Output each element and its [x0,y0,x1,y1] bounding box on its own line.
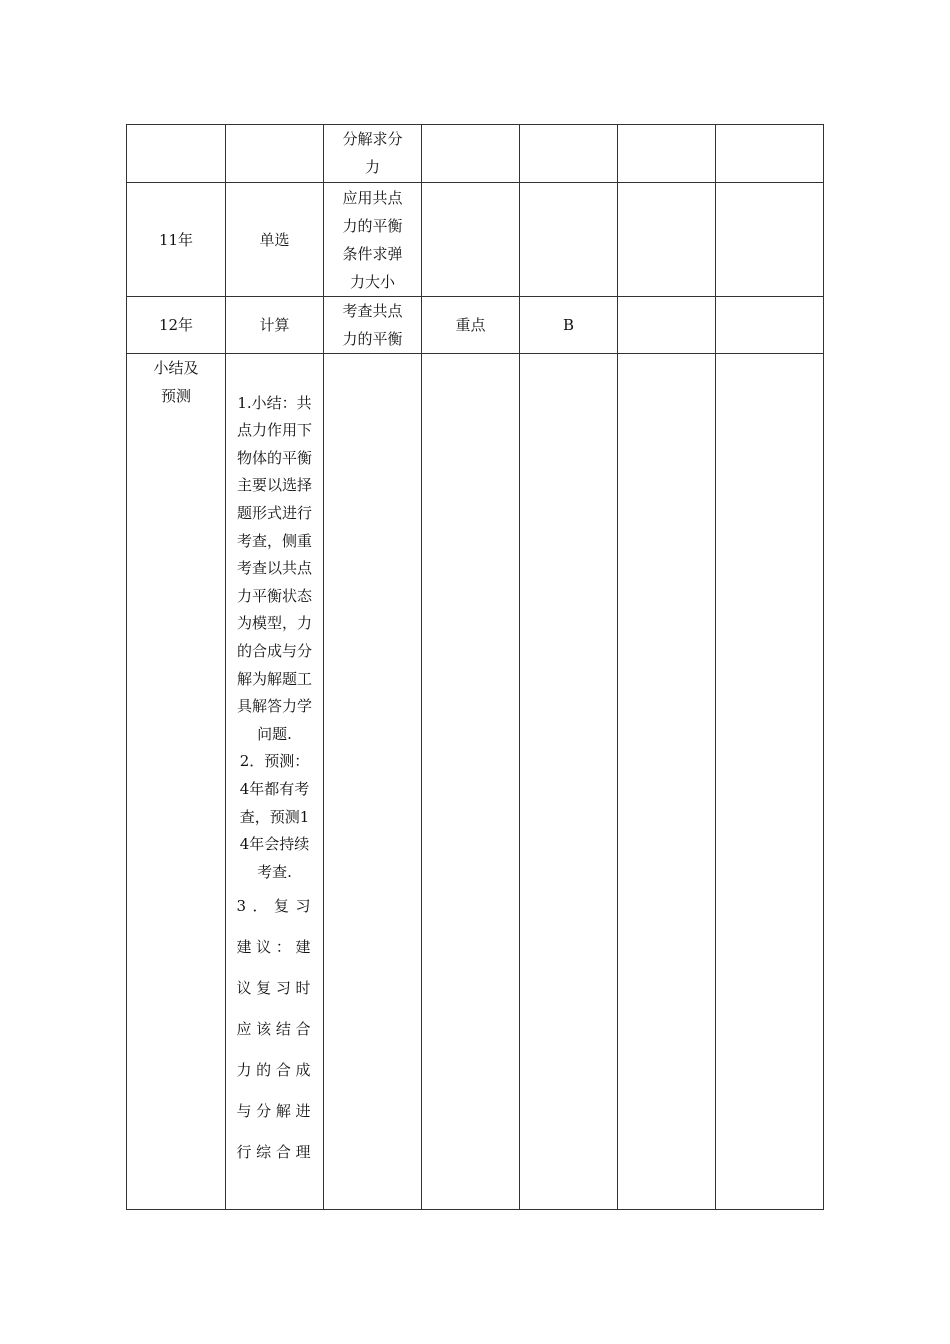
prediction-paragraph: 2．预测：4年都有考查，预测14年会持续考查. [239,752,310,881]
summary-label-cell [127,354,226,1210]
topic-cell [324,183,422,297]
table-row [127,125,824,183]
question-type-cell [226,125,324,183]
empty-cell [520,354,618,1210]
empty-cell [618,183,716,297]
empty-cell [716,125,824,183]
topic-cell [324,125,422,183]
level-cell [422,125,520,183]
summary-text-cell [226,354,324,1210]
question-type-cell: 计算 [226,297,324,354]
empty-cell [618,354,716,1210]
empty-cell [716,354,824,1210]
summary-paragraph: 1.小结：共点力作用下物体的平衡主要以选择题形式进行考查，侧重考查以共点力平衡状态为模型，力的合成与分解为解题工具解答力学问题. [236,393,312,743]
empty-cell [422,354,520,1210]
topic-text: 应用共点力的平衡条件求弹力大小 [342,188,403,291]
empty-cell [716,297,824,354]
empty-cell [324,354,422,1210]
grade-cell: B [520,297,618,354]
topic-text: 分解求分力 [342,130,403,176]
analysis-table [126,124,824,1210]
level-cell [422,183,520,297]
topic-cell [324,297,422,354]
suggestion-paragraph: 3．复习建议：建议复习时应该结合力的合成与分解进行综合理 [236,897,313,1162]
year-cell [127,125,226,183]
table-row [127,297,824,354]
empty-cell [716,183,824,297]
question-type-cell: 单选 [226,183,324,297]
table-row [127,183,824,297]
empty-cell [618,125,716,183]
level-cell: 重点 [422,297,520,354]
summary-text [237,390,313,1174]
summary-row [127,354,824,1210]
year-cell: 11年 [127,183,226,297]
topic-text: 考查共点力的平衡 [342,302,403,348]
year-cell: 12年 [127,297,226,354]
grade-cell [520,183,618,297]
summary-label: 小结及预测 [153,359,199,405]
grade-cell [520,125,618,183]
empty-cell [618,297,716,354]
